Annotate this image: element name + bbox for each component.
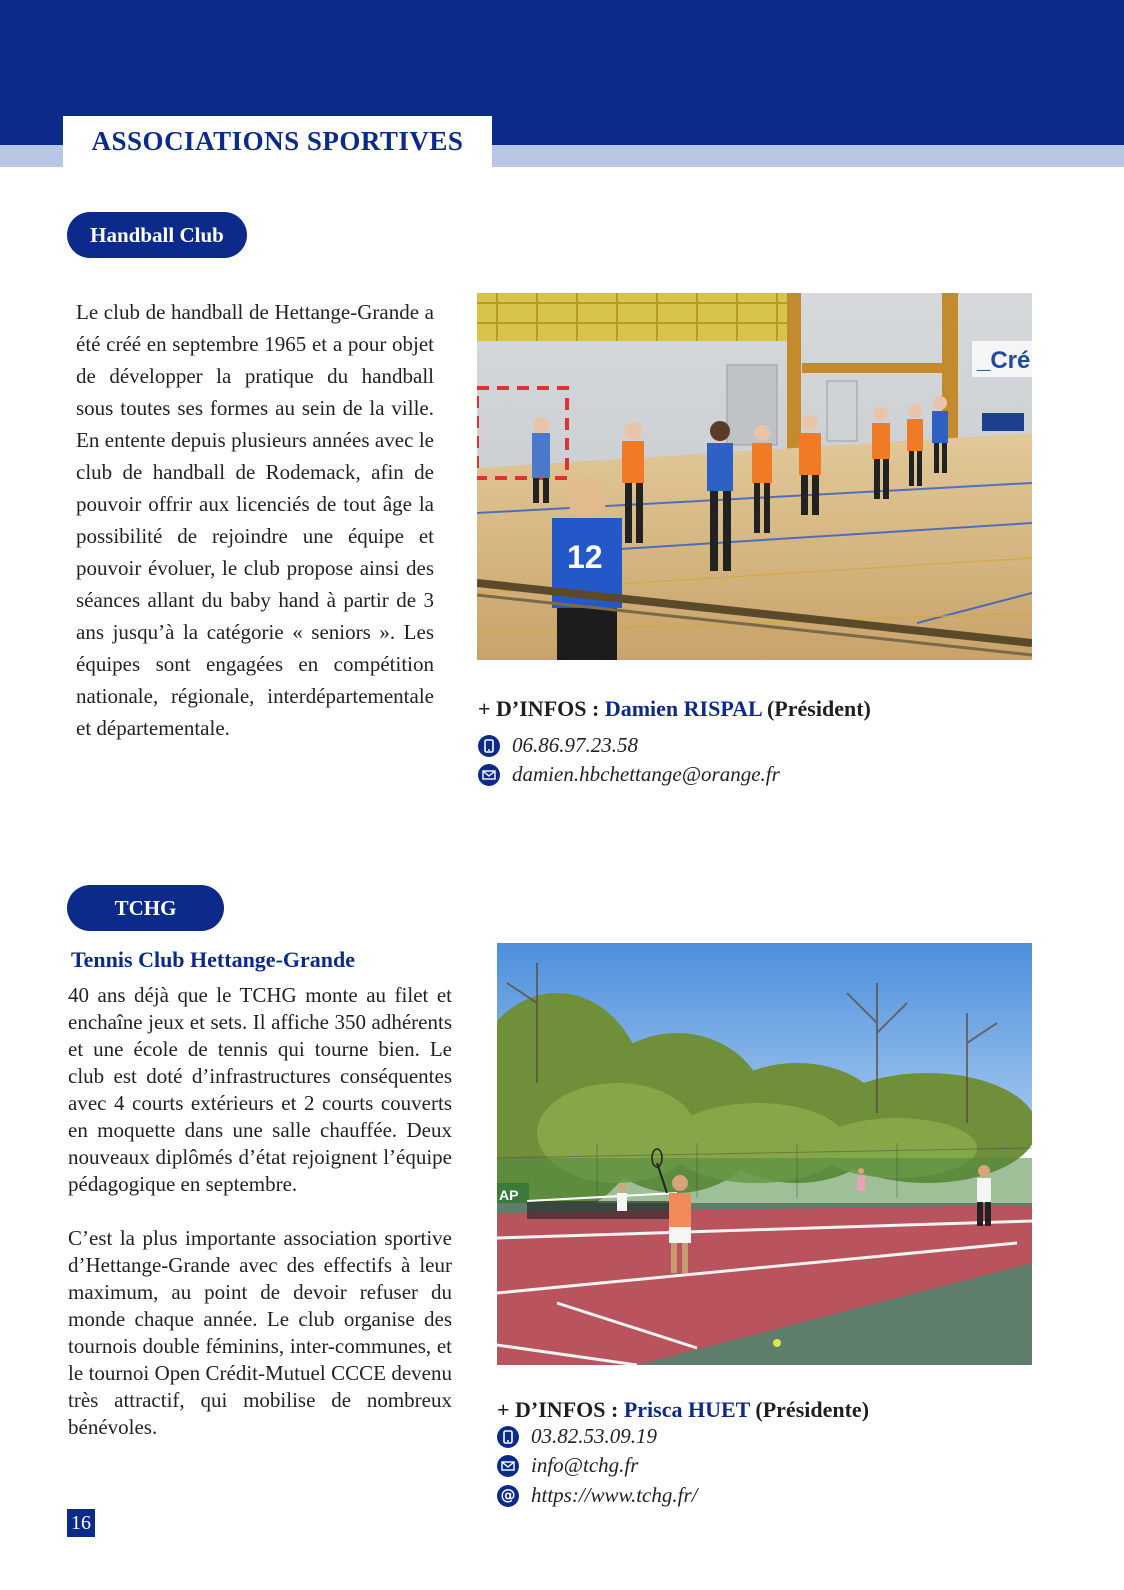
tchg-phone xyxy=(497,1424,657,1449)
at-icon: @ xyxy=(497,1485,519,1507)
phone-icon xyxy=(497,1426,519,1448)
tchg-paragraph-1: 40 ans déjà que le TCHG monte au filet et enchaîne jeux et sets. Il affiche 350 adhérents et une école de tennis qui tourne bien. Le club est doté d’infrastructures conséquentes avec 4 courts extérieurs et 2 courts couverts en moquette dans une salle chauffée. Deux nouveaux diplômés d’état rejoignent l’équipe pédagogique en septembre. xyxy=(68,983,452,1196)
page-number: 16 xyxy=(67,1509,95,1537)
tchg-infos-line xyxy=(497,1397,869,1423)
handball-description: Le club de handball de Hettange-Grande a été créé en septembre 1965 et a pour objet de développer la pratique du handball sous toutes ses formes au sein de la ville. En entente depuis plusieurs années avec le club de handball de Rodemack, afin de pouvoir offrir aux licenciés de tout âge la possibilité de rejoindre une équipe et pouvoir évoluer, le club propose ainsi des séances allant du baby hand à partir de 3 ans jusqu’à la catégorie « seniors ». Les équipes sont engagées en compétition nationale, régionale, interdépartementale et départementale. xyxy=(76,300,434,740)
envelope-icon xyxy=(497,1455,519,1477)
court-sign-text: AP xyxy=(499,1187,519,1203)
phone-icon xyxy=(478,735,500,757)
phone-number: 06.86.97.23.58 xyxy=(512,733,638,757)
infos-prefix: + D’INFOS : xyxy=(478,696,600,721)
handball-photo xyxy=(477,293,1032,660)
tennis-court-illustration xyxy=(497,943,1032,1365)
tchg-paragraph-2: C’est la plus importante association sportive d’Hettange-Grande avec des effectifs à leur maximum, au point de devoir refuser du monde chaque année. Le club organise des tournois double féminins, inter-communes, et le tournoi Open Crédit-Mutuel CCCE devenu très attractif, qui mobilise de nombreux bénévoles. xyxy=(68,1226,452,1439)
tchg-description xyxy=(68,982,452,1468)
jersey-number: 12 xyxy=(567,539,603,575)
handball-phone xyxy=(478,733,638,758)
handball-gym-illustration xyxy=(477,293,1032,660)
section-title-tab xyxy=(63,116,492,167)
tchg-subtitle: Tennis Club Hettange-Grande xyxy=(71,947,356,972)
president-name: Damien RISPAL xyxy=(604,696,762,721)
email-address[interactable]: damien.hbchettange@orange.fr xyxy=(512,762,780,786)
phone-number: 03.82.53.09.19 xyxy=(531,1424,657,1448)
section-title: ASSOCIATIONS SPORTIVES xyxy=(91,126,464,156)
handball-email xyxy=(478,762,780,787)
gym-banner-text: _Cré xyxy=(977,347,1031,374)
president-role: (Président) xyxy=(766,696,871,721)
presidente-name: Prisca HUET xyxy=(623,1397,750,1422)
tennis-photo xyxy=(497,943,1032,1365)
handball-infos-line xyxy=(478,696,871,722)
presidente-role: (Présidente) xyxy=(755,1397,870,1422)
tchg-website xyxy=(497,1483,697,1508)
tchg-email xyxy=(497,1453,638,1478)
website-url[interactable]: https://www.tchg.fr/ xyxy=(531,1483,698,1507)
handball-pill: Handball Club xyxy=(67,212,247,258)
envelope-icon xyxy=(478,764,500,786)
email-address[interactable]: info@tchg.fr xyxy=(531,1453,639,1477)
infos-prefix: + D’INFOS : xyxy=(497,1397,619,1422)
tchg-pill: TCHG xyxy=(67,885,224,931)
